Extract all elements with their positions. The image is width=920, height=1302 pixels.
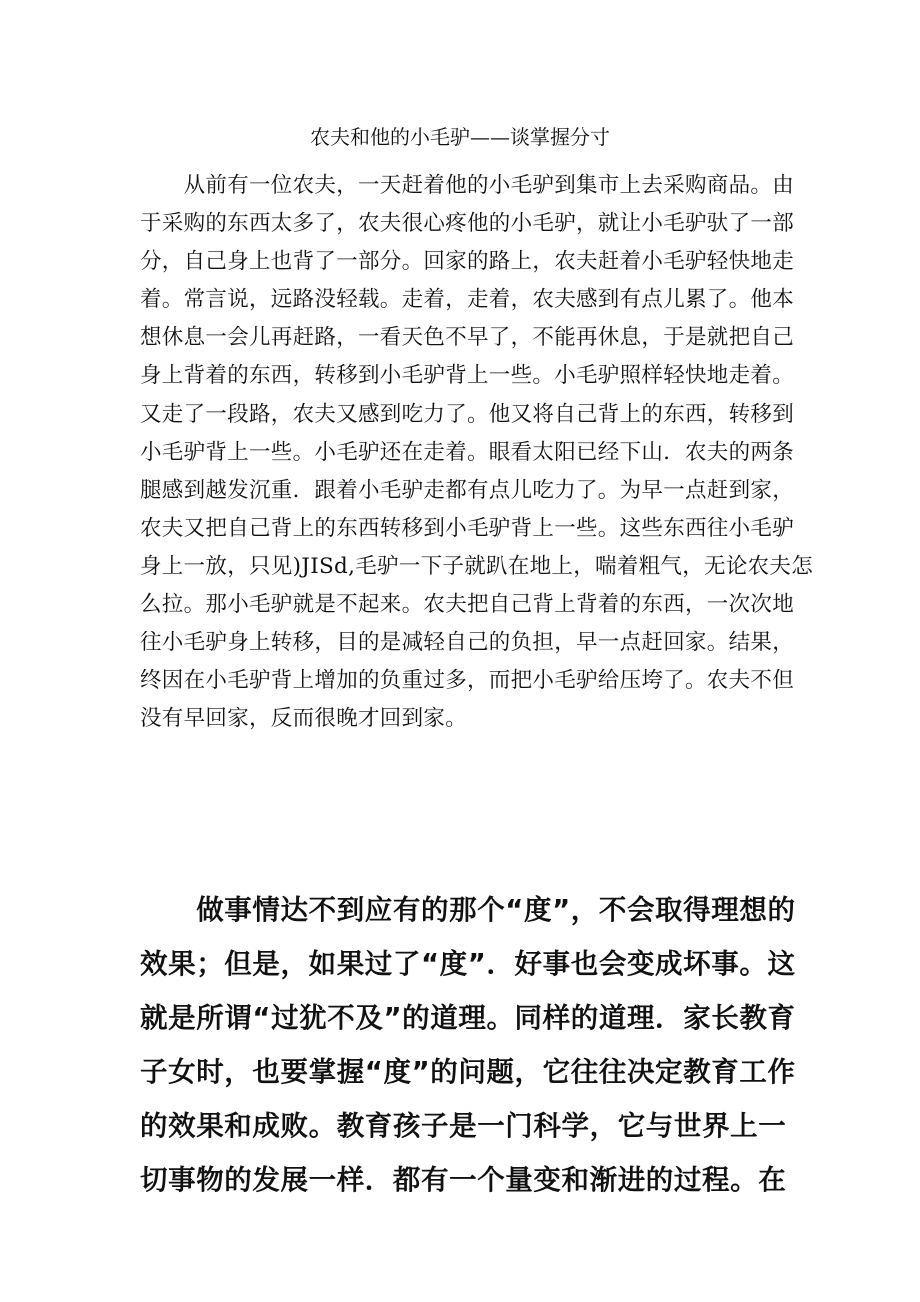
text-line-bold: 就是所谓“过犹不及”的道理。同样的道理．家长教育 [140, 1002, 796, 1034]
text-line: 着。常言说，远路没轻载。走着，走着，农夫感到有点儿累了。他本 [140, 287, 795, 313]
text-line: 身上背着的东西，转移到小毛驴背上一些。小毛驴照样轻快地走着。 [140, 363, 795, 389]
text-line-bold: 做事情达不到应有的那个“度”，不会取得理想的 [140, 894, 796, 926]
text-line: 往小毛驴身上转移，目的是减轻自己的负担，早一点赶回家。结果， [140, 630, 795, 656]
paragraph-story [140, 167, 814, 738]
text-line-bold: 切事物的发展一样．都有一个量变和渐进的过程。在 [140, 1164, 787, 1196]
text-line: 想休息一会儿再赶路，一看天色不早了，不能再休息，于是就把自己 [140, 325, 795, 351]
paragraph-moral [140, 883, 796, 1207]
text-line: 腿感到越发沉重．跟着小毛驴走都有点儿吃力了。为早一点赶到家， [140, 477, 795, 503]
text-line: 么拉。那小毛驴就是不起来。农夫把自己背上背着的东西，一次次地 [140, 592, 795, 618]
document-title: 农夫和他的小毛驴——谈掌握分寸 [310, 125, 610, 149]
text-line: 又走了一段路，农夫又感到吃力了。他又将自己背上的东西，转移到 [140, 401, 795, 427]
text-line: 于采购的东西太多了，农夫很心疼他的小毛驴，就让小毛驴驮了一部 [140, 211, 795, 237]
text-line-bold: 效果；但是，如果过了“度”．好事也会变成坏事。这 [140, 948, 796, 980]
text-line: 小毛驴背上一些。小毛驴还在走着。眼看太阳已经下山．农夫的两条 [140, 439, 795, 465]
text-line: 从前有一位农夫，一天赶着他的小毛驴到集市上去采购商品。由 [140, 173, 795, 198]
text-line: 没有早回家，反而很晚才回到家。 [140, 706, 468, 732]
text-line: 身上一放，只见)JISd,毛驴一下子就趴在地上，喘着粗气，无论农夫怎 [140, 553, 814, 579]
text-line-bold: 的效果和成败。教育孩子是一门科学，它与世界上一 [140, 1110, 787, 1142]
text-line: 分，自己身上也背了一部分。回家的路上，农夫赶着小毛驴轻快地走 [140, 249, 795, 275]
text-line: 农夫又把自己背上的东西转移到小毛驴背上一些。这些东西往小毛驴 [140, 515, 795, 541]
text-line: 终因在小毛驴背上增加的负重过多，而把小毛驴给压垮了。农夫不但 [140, 668, 795, 694]
text-line-bold: 子女时，也要掌握“度”的问题，它往往决定教育工作 [140, 1056, 796, 1088]
